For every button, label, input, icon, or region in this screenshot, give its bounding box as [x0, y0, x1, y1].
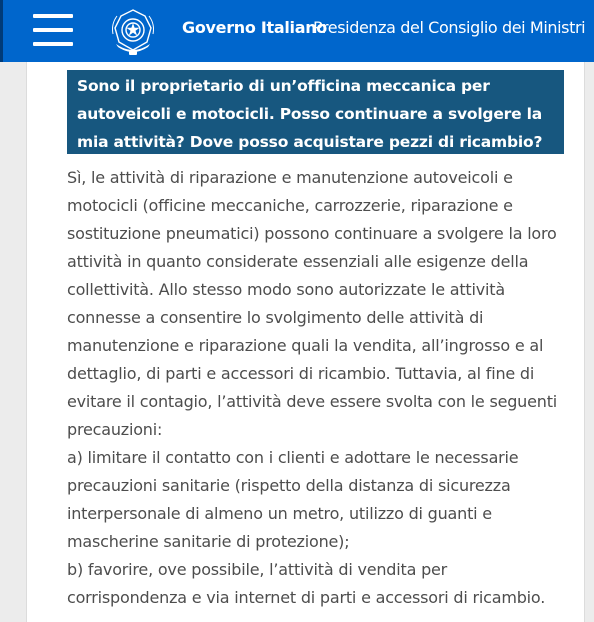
menu-line — [33, 14, 73, 18]
answer-paragraph: a) limitare il contatto con i clienti e adottare le necessarie precauzioni sanitarie (rispetto della distanza di sicurezza interpersonale di almeno un metro, utilizzo di guanti e mascherine sanitarie di protezione); — [67, 448, 519, 551]
answer-paragraph: b) favorire, ove possibile, l’attività di vendita per corrispondenza e via internet di parti e accessori di ricambio. — [67, 560, 546, 607]
menu-line — [33, 42, 73, 46]
brand-name[interactable]: Governo Italiano — [182, 18, 327, 37]
top-navigation-bar — [0, 0, 594, 62]
faq-question: Sono il proprietario di un’officina meccanica per autoveicoli e motocicli. Posso continuare a svolgere la mia attività? Dove posso acquistare pezzi di ricambio? — [67, 70, 564, 154]
hamburger-menu-icon[interactable] — [31, 12, 75, 48]
answer-paragraph: Sì, le attività di riparazione e manutenzione autoveicoli e motocicli (officine meccaniche, carrozzerie, riparazione e sostituzione pneumatici) possono continuare a svolgere la loro attività in quanto considerate essenziali alle esigenze della collettività. Allo stesso modo sono autorizzate le attività connesse a consentire lo svolgimento delle attività di manutenzione e riparazione quali la vendita, all’ingrosso e al dettaglio, di parti e accessori di ricambio. Tuttavia, al fine di evitare il contagio, l’attività deve essere svolta con le seguenti precauzioni: — [67, 168, 558, 439]
brand-subtitle[interactable]: Presidenza del Consiglio dei Ministri — [313, 18, 586, 37]
faq-answer — [67, 164, 567, 612]
menu-line — [33, 28, 73, 32]
italian-republic-emblem-icon[interactable] — [107, 6, 159, 58]
